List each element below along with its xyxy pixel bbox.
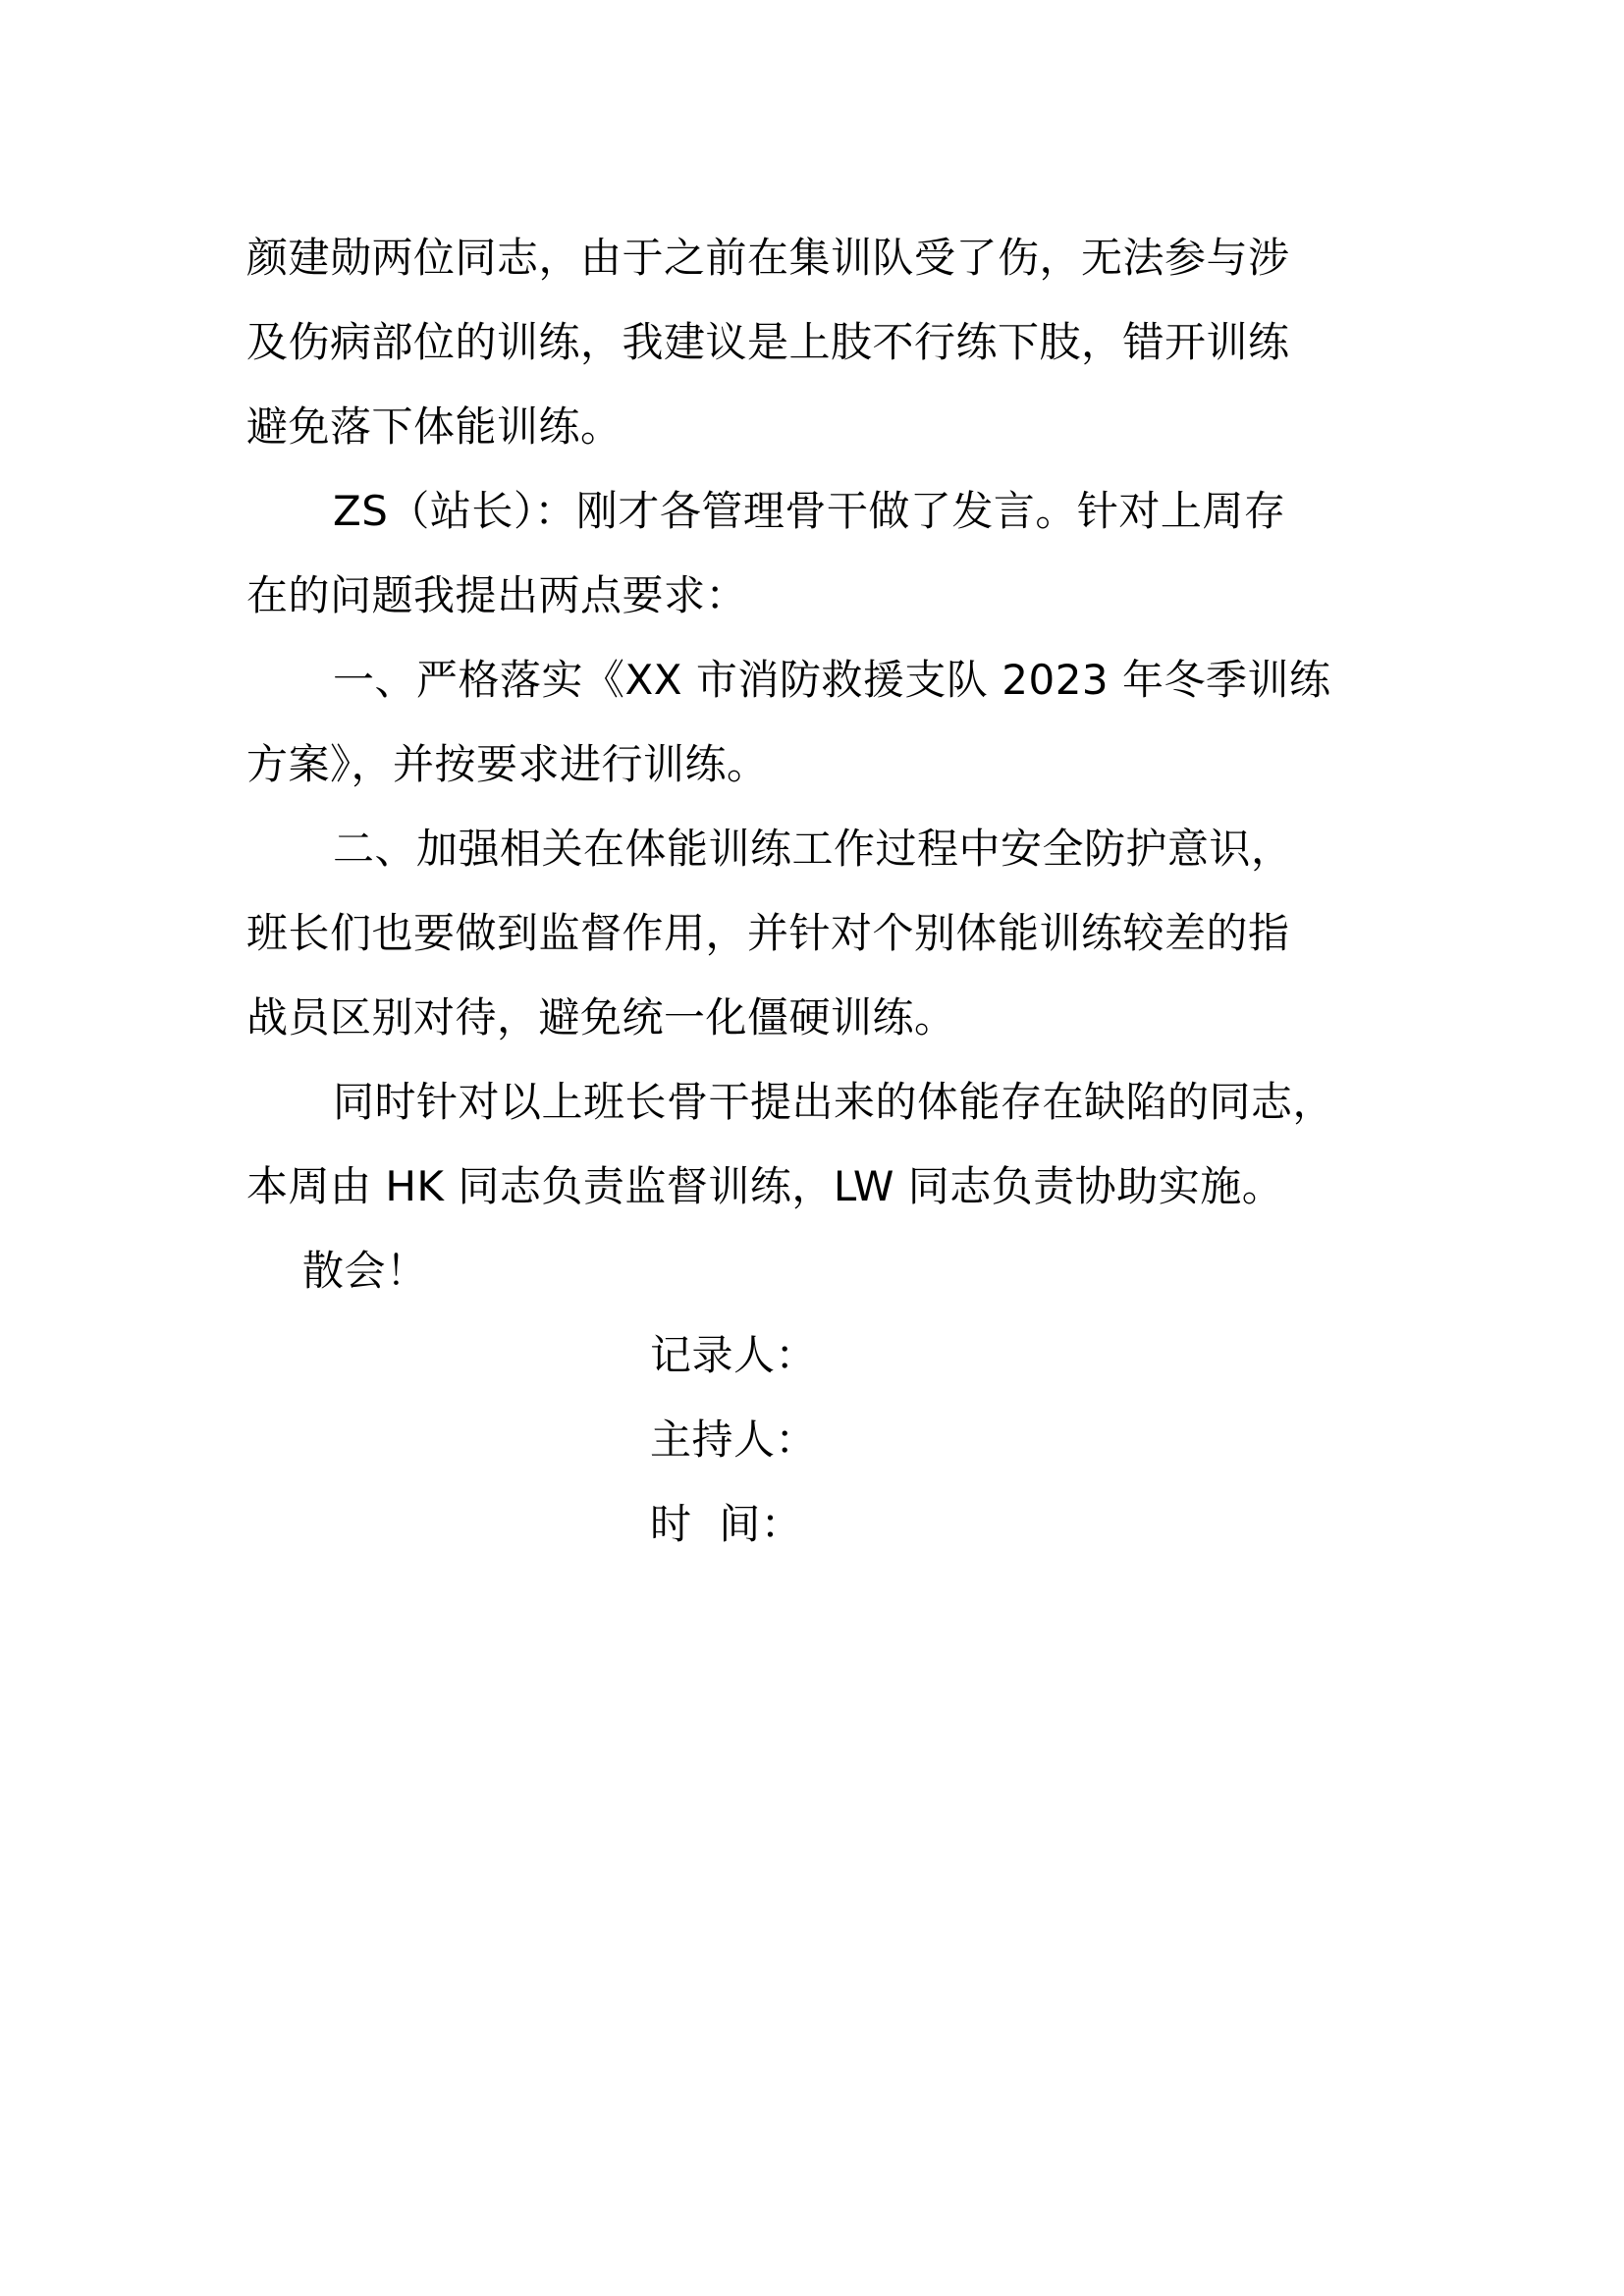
requirement-two-line: 二、加强相关在体能训练工作过程中安全防护意识，: [333, 825, 1293, 873]
recorder-label: 记录人：: [650, 1331, 818, 1379]
requirement-two-line: 战员区别对待，避免统一化僵硬训练。: [246, 993, 956, 1041]
paragraph-line: 在的问题我提出两点要求：: [246, 571, 748, 619]
paragraph-line: 避免落下体能训练。: [246, 402, 623, 451]
closing-text: 散会！: [302, 1247, 428, 1295]
time-label: 时 间：: [650, 1500, 803, 1548]
paragraph-line: ZS（站长）：刚才各管理骨干做了发言。针对上周存: [333, 487, 1286, 535]
host-label: 主持人：: [650, 1415, 818, 1464]
paragraph-line: 及伤病部位的训练，我建议是上肢不行练下肢，错开训练: [246, 318, 1290, 366]
requirement-one-line: 方案》，并按要求进行训练。: [246, 740, 769, 788]
requirement-two-line: 班长们也要做到监督作用，并针对个别体能训练较差的指: [246, 909, 1290, 957]
paragraph-line: 本周由 HK 同志负责监督训练，LW 同志负责协助实施。: [246, 1162, 1284, 1210]
requirement-one-line: 一、严格落实《XX 市消防救援支队 2023 年冬季训练: [333, 656, 1331, 704]
paragraph-line: 同时针对以上班长骨干提出来的体能存在缺陷的同志，: [333, 1078, 1335, 1126]
paragraph-line: 颜建勋两位同志，由于之前在集训队受了伤，无法参与涉: [246, 234, 1290, 282]
